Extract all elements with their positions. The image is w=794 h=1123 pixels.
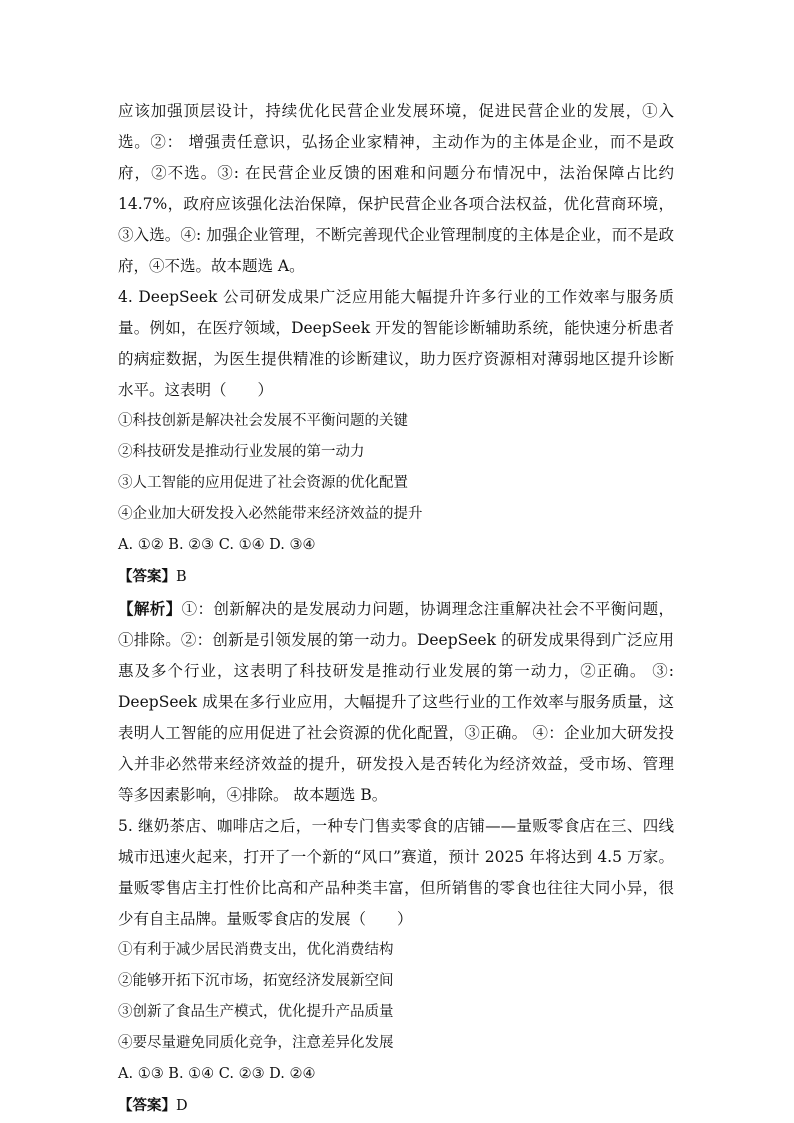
question-4-stem: 4. DeepSeek 公司研发成果广泛应用能大幅提升许多行业的工作效率与服务质量。例如，在医疗领域，DeepSeek 开发的智能诊断辅助系统，能快速分析患者的病症数据，为医生提供精准的诊断建议，助力医疗资源相对薄弱地区提升诊断水平。这表明（ ） [118,288,674,399]
question-5-option-4: ④要尽量避免同质化竞争，注意差异化发展 [118,1035,394,1051]
answer-label: 【答案】 [118,1097,176,1114]
question-5-option-2: ②能够开拓下沉市场，拓宽经济发展新空间 [118,973,394,989]
analysis-continuation: 应该加强顶层设计，持续优化民营企业发展环境，促进民营企业的发展，①入选。②： 增强责任意识，弘扬企业家精神，主动作为的主体是企业，而不是政府，②不选。③: 在民营企业反馈的困难和问题分布情况中，法治保障占比约 14.7%，政府应该强化法治保障，保护民营企业各项合法权益，优化营商环境，③入选。④: 加强企业管理，不断完善现代企业管理制度的主体是企业，而不是政府，④不选。故本题选 A。 [118,102,674,275]
analysis-label: 【解析】 [118,599,182,618]
analysis-text: ①：创新解决的是发展动力问题，协调理念注重解决社会不平衡问题，①排除。②：创新是引领发展的第一动力。DeepSeek 的研发成果得到广泛应用惠及多个行业，这表明了科技研发是推动行业发展的第一动力，②正确。 ③: DeepSeek 成果在多行业应用，大幅提升了这些行业的工作效率与服务质量，这表明人工智能的应用促进了社会资源的优化配置，③正确。 ④：企业加大研发投入并非必然带来经济效益的提升，研发投入是否转化为经济效益，受市场、管理等多因素影响，④排除。 故本题选 B。 [118,600,674,804]
answer-value: D [176,1098,188,1114]
question-4-analysis [118,593,674,811]
answer-value: B [176,569,187,585]
question-4-option-3: ③人工智能的应用促进了社会资源的优化配置 [118,475,408,491]
document-page [118,96,674,1122]
answer-label: 【答案】 [118,568,176,585]
question-5-answer [118,1090,674,1122]
question-4-answer [118,561,674,593]
question-5-option-1: ①有利于减少居民消费支出，优化消费结构 [118,942,394,958]
question-4-choices: A. ①② B. ②③ C. ①④ D. ③④ [118,537,316,553]
question-4-option-1: ①科技创新是解决社会发展不平衡问题的关键 [118,413,408,429]
question-4-option-4: ④企业加大研发投入必然能带来经济效益的提升 [118,506,423,522]
question-5-stem: 5. 继奶茶店、咖啡店之后，一种专门售卖零食的店铺——量贩零食店在三、四线城市迅速火起来，打开了一个新的“风口”赛道，预计 2025 年将达到 4.5 万家。量贩零售店主打性价比高和产品种类丰富，但所销售的零食也往往大同小异，很少有自主品牌。量贩零食店的发展（ ） [118,817,674,928]
question-5-choices: A. ①③ B. ①④ C. ②③ D. ②④ [118,1066,316,1082]
question-4-option-2: ②科技研发是推动行业发展的第一动力 [118,444,365,460]
question-5-option-3: ③创新了食品生产模式，优化提升产品质量 [118,1004,394,1020]
